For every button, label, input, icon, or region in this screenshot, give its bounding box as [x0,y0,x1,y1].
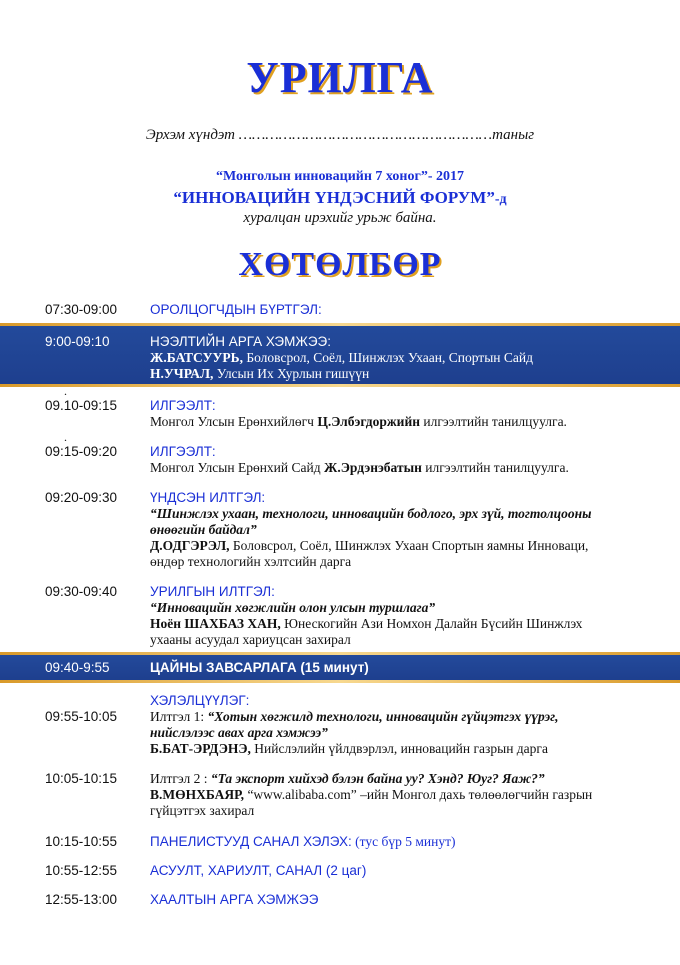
speaker-role: Нийслэлийн үйлдвэрлэл, инновацийн газрын дарга [250,741,548,756]
text-pre: Илтгэл 1: [150,709,208,724]
time-message-pm: 09:15-09:20 [45,444,118,459]
label-registration: ОРОЛЦОГЧДЫН БҮРТГЭЛ: [150,302,322,317]
label-qa: АСУУЛТ, ХАРИУЛТ, САНАЛ (2 цаг) [150,863,367,878]
speaker-name: Н.УЧРАЛ, [150,366,214,381]
keynote-topic-line2: өнөөгийн байдал” [150,522,257,537]
label-tea-break: ЦАЙНЫ ЗАВСАРЛАГА (15 минут) [150,660,369,675]
time-panelists: 10:15-10:55 [45,834,118,849]
invited-talk-speaker [150,616,582,632]
band-stripe-bottom [0,680,680,683]
label-invited-talk: УРИЛГЫН ИЛТГЭЛ: [150,584,275,599]
band-stripe-bottom [0,384,680,387]
talk-topic: “Та экспорт хийхэд бэлэн байна уу? Хэнд? Юуг? Яаж?” [210,771,545,786]
greeting-line [0,127,680,144]
speaker-role: Юнескогийн Ази Номхон Далайн Бүсийн Шинжлэх [280,616,583,631]
discussion-talk-2-speaker-role-line2: гүйцэтгэх захирал [150,803,255,818]
discussion-talk-2-speaker [150,787,592,803]
label-message-pm: ИЛГЭЭЛТ: [150,444,216,459]
label-opening: НЭЭЛТИЙН АРГА ХЭМЖЭЭ: [150,334,332,349]
forum-title-suffix: -д [494,192,507,207]
forum-title [0,188,680,208]
invited-talk-speaker-role-line2: ухааны асуудал хариуцсан захирал [150,632,351,647]
speaker-role: Боловсрол, Соёл, Шинжлэх Ухаан Спортын яамны Инноваци, [229,538,589,553]
message-pm-text [150,460,569,476]
discussion-talk-1-topic [150,709,558,725]
keynote-topic-line1: “Шинжлэх ухаан, технологи, инновацийн бодлого, эрх зүй, тогтолцооны [150,506,592,521]
dot-mark: . [64,384,67,398]
person-name: Ц.Элбэгдоржийн [317,414,421,429]
text-pre: Илтгэл 2 : [150,771,211,786]
text-post: илгээлтийн танилцуулга. [420,414,567,429]
speaker-name: Ноён ШАХБАЗ ХАН, [150,616,281,631]
time-message-president: 09.10-09:15 [45,398,118,413]
time-closing: 12:55-13:00 [45,892,118,907]
speaker-name: Ж.БАТСУУРЬ, [150,350,243,365]
text-pre: Монгол Улсын Ерөнхий Сайд [150,460,324,475]
invited-talk-topic: “Инновацийн хөгжлийн олон улсын туршлага” [150,600,436,615]
speaker-name: Б.БАТ-ЭРДЭНЭ, [150,741,251,756]
time-keynote: 09:20-09:30 [45,490,118,505]
greeting-dots: ………………………………………………… [238,127,493,143]
message-president-text [150,414,567,430]
opening-speaker-2 [150,366,369,382]
time-tea-break: 09:40-9:55 [45,660,110,675]
speaker-role: Улсын Их Хурлын гишүүн [213,366,370,381]
invite-text: хуралцан ирэхийг урьж байна. [243,210,437,226]
program-heading: ХӨТӨЛБӨР [238,246,442,283]
opening-speaker-1 [150,350,533,366]
label-discussion: ХЭЛЭЛЦҮҮЛЭГ: [150,693,250,708]
discussion-talk-2-topic [150,771,545,787]
text-post: илгээлтийн танилцуулга. [421,460,569,475]
dot-mark: . [64,430,67,444]
talk-topic: “Хотын хөгжилд технологи, инновацийн гүйцэтгэх үүрэг, [207,709,559,724]
time-qa: 10:55-12:55 [45,863,118,878]
keynote-speaker-role-line2: өндөр технологийн хэлтсийн дарга [150,554,352,569]
label-keynote: ҮНДСЭН ИЛТГЭЛ: [150,490,266,505]
discussion-talk-1-topic-line2: нийслэлээс авах арга хэмжээ” [150,725,328,740]
time-discussion-1: 09:55-10:05 [45,709,118,724]
speaker-name: Д.ОДГЭРЭЛ, [150,538,230,553]
time-opening: 9:00-09:10 [45,334,110,349]
forum-title-main: “ИННОВАЦИЙН ҮНДЭСНИЙ ФОРУМ” [173,188,495,207]
invitation-title: УРИЛГА [246,53,434,102]
time-discussion-2: 10:05-10:15 [45,771,118,786]
time-invited-talk: 09:30-09:40 [45,584,118,599]
label-message-president: ИЛГЭЭЛТ: [150,398,216,413]
greeting-prefix: Эрхэм хүндэт [145,127,235,143]
speaker-role: “www.alibaba.com” –ийн Монгол дахь төлөөлөгчийн газрын [244,787,593,802]
label-closing: ХААЛТЫН АРГА ХЭМЖЭЭ [150,892,319,907]
speaker-role: Боловсрол, Соёл, Шинжлэх Ухаан, Спортын Сайд [242,350,533,365]
panel-label: ПАНЕЛИСТУУД САНАЛ ХЭЛЭХ: [150,834,352,849]
greeting-suffix: таныг [492,127,535,143]
label-panelists [150,834,456,850]
discussion-talk-1-speaker [150,741,548,757]
person-name: Ж.Эрдэнэбатын [323,460,422,475]
keynote-speaker [150,538,588,554]
speaker-name: В.МӨНХБАЯР, [150,787,245,802]
panel-note: (тус бүр 5 минут) [351,834,456,849]
time-registration: 07:30-09:00 [45,302,118,317]
event-week-title: “Монголын инновацийн 7 хоног”- 2017 [215,169,464,184]
text-pre: Монгол Улсын Ерөнхийлөгч [150,414,318,429]
